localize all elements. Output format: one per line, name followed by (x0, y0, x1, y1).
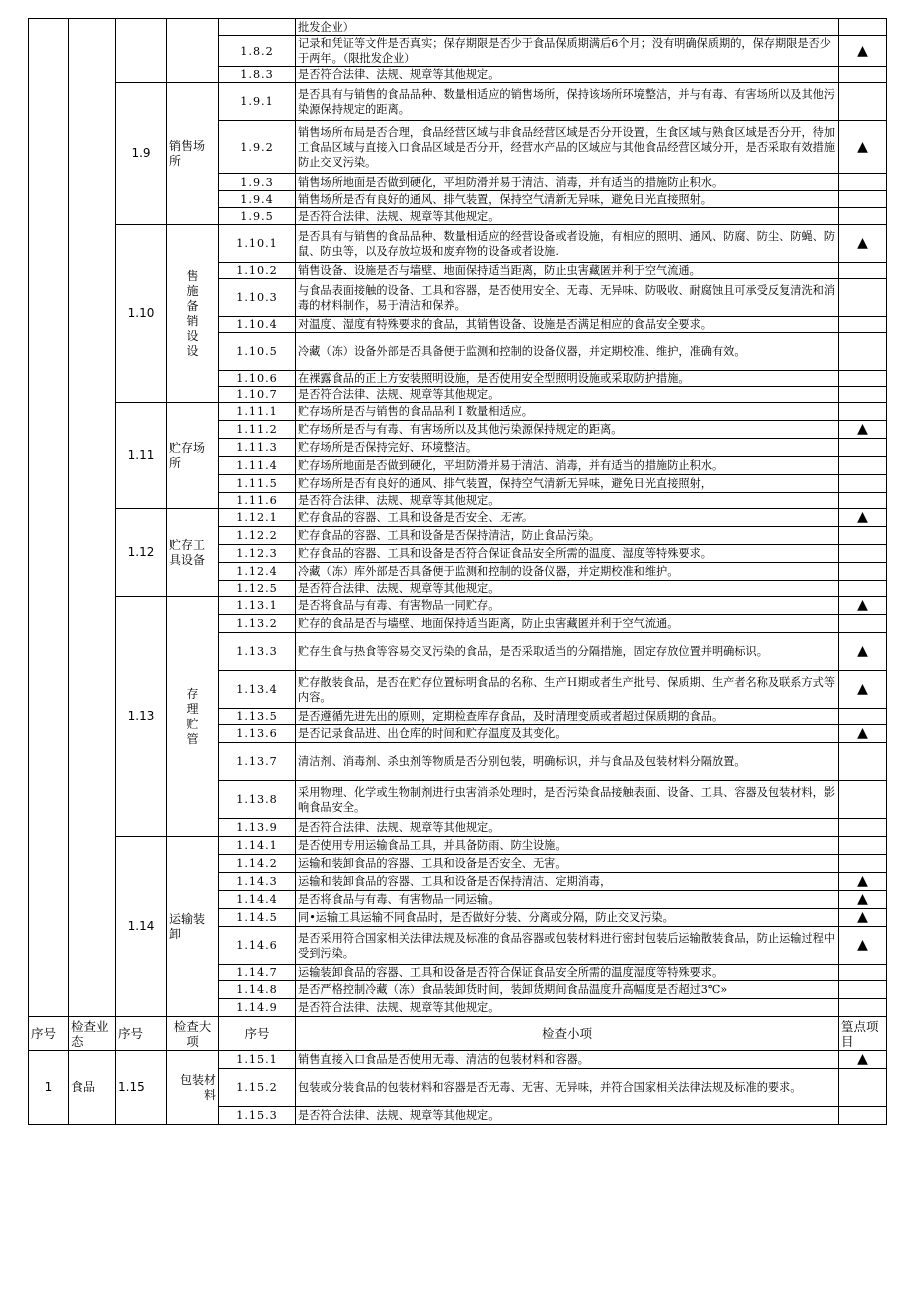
item-number: 1.10.7 (219, 387, 296, 403)
item-description (296, 279, 839, 317)
table-row (29, 509, 887, 527)
item-number: 1.11.6 (219, 493, 296, 509)
group-name: 食品 (69, 1051, 116, 1125)
section-name-text: 贮存工具设备 (169, 537, 206, 567)
item-text: 运输装卸食品的容器、工具和设备是否符合保证食品安全所需的温度湿度等特殊要求。 (298, 966, 724, 979)
item-text: 是否符合法律、法规、规章等其他规定。 (298, 209, 500, 223)
item-description (296, 457, 839, 475)
item-text: 是否严格控制冷藏（冻）食品装卸货时间，装卸货期间食品温度升高幅度是否超过3℃» (298, 983, 728, 996)
table-row (29, 83, 887, 121)
item-description (296, 725, 839, 743)
item-number: 1.11.1 (219, 403, 296, 421)
item-number: 1.10.3 (219, 279, 296, 317)
key-item-mark (839, 475, 887, 493)
item-number: 1.14.7 (219, 965, 296, 981)
item-number: 1.14.6 (219, 927, 296, 965)
key-item-mark (839, 981, 887, 999)
item-text: 是否符合法律、法规、规章等其他规定。 (298, 1001, 500, 1014)
item-text: 是否符合法律、法规、规章等其他规定。 (298, 388, 500, 401)
key-item-mark: ▲ (839, 873, 887, 891)
item-text: 是否将食品与有毒、有害物品一同运输。 (298, 893, 500, 906)
header-business-type: 检查业态 (69, 1017, 116, 1051)
section-name (167, 403, 219, 509)
section-name (167, 837, 219, 1017)
key-item-mark (839, 819, 887, 837)
item-description (296, 1107, 839, 1125)
key-item-mark (839, 743, 887, 781)
item-number: 1.14.8 (219, 981, 296, 999)
item-text: 贮存食品的容器、工具和设备是否安全、 (298, 511, 500, 524)
item-number: 1.10.4 (219, 317, 296, 333)
key-item-mark (839, 19, 887, 36)
item-text: 销售场所是否有良好的通风、排气装置，保持空气清新无异味，避免日光直接照射。 (298, 192, 712, 206)
key-item-mark: ▲ (839, 36, 887, 67)
item-number: 1.12.2 (219, 527, 296, 545)
section-number: 1.15 (116, 1051, 167, 1125)
item-description (296, 671, 839, 709)
key-item-mark (839, 527, 887, 545)
key-item-mark: ▲ (839, 597, 887, 615)
key-item-mark: ▲ (839, 671, 887, 709)
item-description (296, 403, 839, 421)
item-description (296, 891, 839, 909)
key-item-mark (839, 279, 887, 317)
key-item-mark (839, 855, 887, 873)
inspection-table (28, 18, 887, 1125)
key-item-mark (839, 965, 887, 981)
header-item: 检查小项 (296, 1017, 839, 1051)
item-description (296, 743, 839, 781)
item-description (296, 493, 839, 509)
item-text: 是否符合法律、法规、规章等其他规定。 (298, 1109, 500, 1122)
item-number: 1.11.4 (219, 457, 296, 475)
item-text: 记录和凭证等文件是否真实；保存期限是否少于食品保质期满后6个月；没有明确保质期的，保存期限是否少于两年。（限批发企业） (298, 37, 831, 65)
item-number: 1.9.5 (219, 208, 296, 225)
item-number: 1.13.2 (219, 615, 296, 633)
item-description (296, 597, 839, 615)
section-number: 1.9 (116, 83, 167, 225)
item-text: 是否使用专用运输食品工具，并具备防雨、防尘设施。 (298, 839, 567, 852)
item-text: 贮存生食与热食等容易交叉污染的食品，是否采取适当的分隔措施，固定存放位置并明确标识。 (298, 645, 768, 658)
item-description (296, 527, 839, 545)
item-description (296, 67, 839, 83)
item-text: 在裸露食品的正上方安装照明设施，是否使用安全型照明设施或采取防护措施。 (298, 372, 690, 385)
key-item-mark: ▲ (839, 927, 887, 965)
key-item-mark (839, 615, 887, 633)
item-number: 1.10.1 (219, 225, 296, 263)
item-description (296, 999, 839, 1017)
item-number: 1.8.2 (219, 36, 296, 67)
section-number: 1.10 (116, 225, 167, 403)
table-row (29, 1051, 887, 1069)
item-description (296, 837, 839, 855)
item-text: 贮存场所是否与销售的食品品利Ｉ数量相适应。 (298, 405, 533, 418)
key-item-mark (839, 403, 887, 421)
item-number: 1.14.1 (219, 837, 296, 855)
item-description (296, 263, 839, 279)
item-description (296, 83, 839, 121)
key-item-mark (839, 493, 887, 509)
key-item-mark (839, 371, 887, 387)
item-text: 销售直接入口食品是否使用无毒、清洁的包装材料和容器。 (298, 1053, 589, 1066)
item-number: 1.11.5 (219, 475, 296, 493)
key-item-mark: ▲ (839, 891, 887, 909)
item-number: 1.9.2 (219, 121, 296, 174)
item-text: 贮存场所是否有良好的通风、排气装置，保持空气清新无异味，避免日光直接照射， (298, 477, 712, 490)
item-text: 销售设备、设施是否与墙壁、地面保持适当距离，防止虫害藏匿并利于空气流通。 (298, 264, 701, 277)
item-description (296, 981, 839, 999)
item-text: 运输和装卸食品的容器、工具和设备是否安全、无害。 (298, 857, 567, 870)
section-number: 1.12 (116, 509, 167, 597)
item-description (296, 174, 839, 191)
item-number: 1.12.5 (219, 581, 296, 597)
header-seq: 序号 (29, 1017, 69, 1051)
item-number: 1.14.3 (219, 873, 296, 891)
item-description (296, 509, 839, 527)
item-number: 1.8.3 (219, 67, 296, 83)
item-text: 贮存的食品是否与墙壁、地面保持适当距离，防止虫害藏匿并利于空气流通。 (298, 617, 679, 630)
item-description (296, 333, 839, 371)
key-item-mark (839, 387, 887, 403)
item-description (296, 317, 839, 333)
item-description (296, 371, 839, 387)
item-text: 运输和装卸食品的容器、工具和设备是否保持清洁、定期消毒， (298, 875, 612, 888)
group-number: 1 (29, 1051, 69, 1125)
section-name-text: 销售场所 (169, 138, 206, 168)
item-description (296, 873, 839, 891)
item-number: 1.12.3 (219, 545, 296, 563)
empty-col-seq (29, 19, 69, 1017)
item-description (296, 421, 839, 439)
empty-col-type (69, 19, 116, 1017)
item-text: 冷藏（冻）库外部是否具备便于监测和控制的设备仪器，并定期校准和维护。 (298, 565, 679, 578)
key-item-mark: ▲ (839, 121, 887, 174)
item-text-italic: 无害。 (499, 511, 533, 524)
key-item-mark (839, 563, 887, 581)
header-section-seq: 序号 (116, 1017, 167, 1051)
header-item-seq: 序号 (219, 1017, 296, 1051)
item-description (296, 709, 839, 725)
section-number: 1.13 (116, 597, 167, 837)
key-item-mark (839, 83, 887, 121)
empty-col-secno (116, 19, 167, 83)
item-text: 采用物理、化学或生物制剂进行虫害消杀处理时，是否污染食品接触表面、设备、工具、容器及包装材料，影响食品安全。 (298, 785, 836, 814)
item-description (296, 781, 839, 819)
item-number: 1.9.3 (219, 174, 296, 191)
item-description (296, 121, 839, 174)
item-number: 1.14.5 (219, 909, 296, 927)
item-text: 贮存食品的容器、工具和设备是否符合保证食品安全所需的温度、湿度等特殊要求。 (298, 547, 712, 560)
item-description (296, 208, 839, 225)
item-number: 1.13.1 (219, 597, 296, 615)
item-description (296, 1051, 839, 1069)
key-item-mark (839, 208, 887, 225)
table-row (29, 225, 887, 263)
item-text: 是否遵循先进先出的原则，定期检查库存食品，及时清理变质或者超过保质期的食品。 (298, 710, 724, 723)
item-description (296, 19, 839, 36)
item-text: 是否符合法律、法规、规章等其他规定。 (298, 494, 500, 507)
item-description (296, 819, 839, 837)
item-number: 1.15.3 (219, 1107, 296, 1125)
item-description (296, 965, 839, 981)
key-item-mark: ▲ (839, 421, 887, 439)
item-text: 是否采用符合国家相关法律法规及标准的食品容器或包装材料进行密封包装后运输散装食品，防止运输过程中受到污染。 (298, 931, 836, 960)
item-text: 同•运输工具运输不同食品时，是否做好分装、分离或分隔，防止交叉污染。 (298, 911, 674, 924)
item-description (296, 581, 839, 597)
section-name-text: 运输装卸 (169, 911, 206, 941)
item-number: 1.11.2 (219, 421, 296, 439)
header-category: 检查大项 (167, 1017, 219, 1051)
item-text: 是否符合法律、法规、规章等其他规定。 (298, 68, 500, 81)
key-item-mark (839, 457, 887, 475)
header-key-item: 篁点项目 (839, 1017, 887, 1051)
item-text: 是否将食品与有毒、有害物品一同贮存。 (298, 599, 500, 612)
key-item-mark: ▲ (839, 909, 887, 927)
item-text: 销售场所地面是否做到硬化，平坦防滑并易于清洁、消毒，并有适当的措施防止积水。 (298, 175, 724, 189)
item-number: 1.11.3 (219, 439, 296, 457)
item-number: 1.14.2 (219, 855, 296, 873)
key-item-mark: ▲ (839, 225, 887, 263)
item-number: 1.9.1 (219, 83, 296, 121)
section-name-text: 贮存场所 (169, 440, 206, 470)
key-item-mark (839, 545, 887, 563)
section-name-text: 存理贮管 (186, 686, 199, 746)
table-row (29, 837, 887, 855)
key-item-mark (839, 999, 887, 1017)
item-description (296, 387, 839, 403)
section-name (167, 597, 219, 837)
item-text: 与食品表面接触的设备、工具和容器，是否使用安全、无毒、无异味、防吸收、耐腐蚀且可承受反复清洗和消毒的材料制作，易于清洁和保养。 (298, 283, 836, 312)
item-description (296, 545, 839, 563)
item-description (296, 855, 839, 873)
item-number: 1.9.4 (219, 191, 296, 208)
item-number: 1.13.8 (219, 781, 296, 819)
item-text: 销售场所布局是否合理，食品经营区域与非食品经营区域是否分开设置，生食区域与熟食区域是否分开，待加工食品区域与直接入口食品区域是否分开，经营水产品的区域应与其他食品经营区域分开，是否采取有效措施防止交叉污染。 (298, 125, 836, 169)
key-item-mark (839, 1069, 887, 1107)
table-row (29, 403, 887, 421)
item-number: 1.13.6 (219, 725, 296, 743)
key-item-mark: ▲ (839, 509, 887, 527)
section-number: 1.11 (116, 403, 167, 509)
item-text: 冷藏（冻）设备外部是否具备便于监测和控制的设备仪器，并定期校准、维护，准确有效。 (298, 345, 746, 358)
item-number: 1.13.5 (219, 709, 296, 725)
item-text: 贮存场所是否与有毒、有害场所以及其他污染源保持规定的距离。 (298, 423, 623, 436)
item-description (296, 225, 839, 263)
item-description (296, 927, 839, 965)
key-item-mark: ▲ (839, 633, 887, 671)
key-item-mark (839, 781, 887, 819)
item-number: 1.13.3 (219, 633, 296, 671)
item-text: 贮存散装食品，是否在贮存位置标明食品的名称、生产Ｈ期或者生产批号、保质期、生产者名称及联系方式等内容。 (298, 675, 836, 704)
key-item-mark: ▲ (839, 1051, 887, 1069)
item-text: 是否记录食品进、出仓库的时间和贮存温度及其变化。 (298, 727, 567, 740)
item-description (296, 191, 839, 208)
key-item-mark (839, 317, 887, 333)
item-description (296, 615, 839, 633)
item-text: 贮存场所是否保持完好、环境整洁。 (298, 441, 478, 454)
table-row (29, 597, 887, 615)
item-description (296, 633, 839, 671)
item-text: 清洁剂、消毒剂、杀虫剂等物质是否分别包装，明确标识，并与食品及包装材料分隔放置。 (298, 755, 746, 768)
item-number: 1.14.4 (219, 891, 296, 909)
item-text: 对温度、湿度有特殊要求的食品，其销售设备、设施是否满足相应的食品安全要求。 (298, 318, 712, 331)
item-number: 1.15.2 (219, 1069, 296, 1107)
section-number: 1.14 (116, 837, 167, 1017)
key-item-mark (839, 1107, 887, 1125)
item-number: 1.13.9 (219, 819, 296, 837)
key-item-mark (839, 581, 887, 597)
item-number: 1.13.4 (219, 671, 296, 709)
header-row (29, 1017, 887, 1051)
key-item-mark (839, 439, 887, 457)
key-item-mark (839, 174, 887, 191)
section-name-text: 售施备销设设 (186, 268, 199, 358)
item-text: 包装或分装食品的包装材料和容器是否无毒、无害、无异味，并符合国家相关法律法规及标准的要求。 (298, 1081, 802, 1094)
item-description (296, 909, 839, 927)
item-number: 1.12.4 (219, 563, 296, 581)
item-text: 贮存场所地面是否做到硬化，平坦防滑并易于清洁、消毒，并有适当的措施防止积水。 (298, 459, 724, 472)
item-number: 1.15.1 (219, 1051, 296, 1069)
key-item-mark (839, 333, 887, 371)
section-name (167, 83, 219, 225)
key-item-mark: ▲ (839, 725, 887, 743)
item-text: 批发企业） (298, 20, 354, 34)
key-item-mark (839, 709, 887, 725)
item-number: 1.10.6 (219, 371, 296, 387)
section-name (167, 225, 219, 403)
item-number: 1.13.7 (219, 743, 296, 781)
key-item-mark (839, 837, 887, 855)
key-item-mark (839, 191, 887, 208)
item-description (296, 36, 839, 67)
item-number (219, 19, 296, 36)
item-description (296, 439, 839, 457)
item-description (296, 563, 839, 581)
item-description (296, 475, 839, 493)
item-description (296, 1069, 839, 1107)
item-number: 1.12.1 (219, 509, 296, 527)
item-text: 是否具有与销售的食品品种、数量相适应的销售场所，保持该场所环境整洁，并与有毒、有害场所以及其他污染源保持规定的距离。 (298, 87, 836, 116)
item-number: 1.14.9 (219, 999, 296, 1017)
item-text: 贮存食品的容器、工具和设备是否保持清洁，防止食品污染。 (298, 529, 601, 542)
item-number: 1.10.2 (219, 263, 296, 279)
item-number: 1.10.5 (219, 333, 296, 371)
section-name (167, 509, 219, 597)
section-name: 包装材料 (167, 1051, 219, 1125)
table-row (29, 19, 887, 36)
item-text: 是否符合法律、法规、规章等其他规定。 (298, 821, 500, 834)
item-text: 是否具有与销售的食品品种、数量相适应的经营设备或者设施，有相应的照明、通风、防腐、防尘、防蝇、防鼠、防虫等，以及存放垃圾和废弃物的设备或者设施. (298, 229, 836, 258)
item-text: 是否符合法律、法规、规章等其他规定。 (298, 582, 500, 595)
empty-col-secname (167, 19, 219, 83)
key-item-mark (839, 263, 887, 279)
key-item-mark (839, 67, 887, 83)
